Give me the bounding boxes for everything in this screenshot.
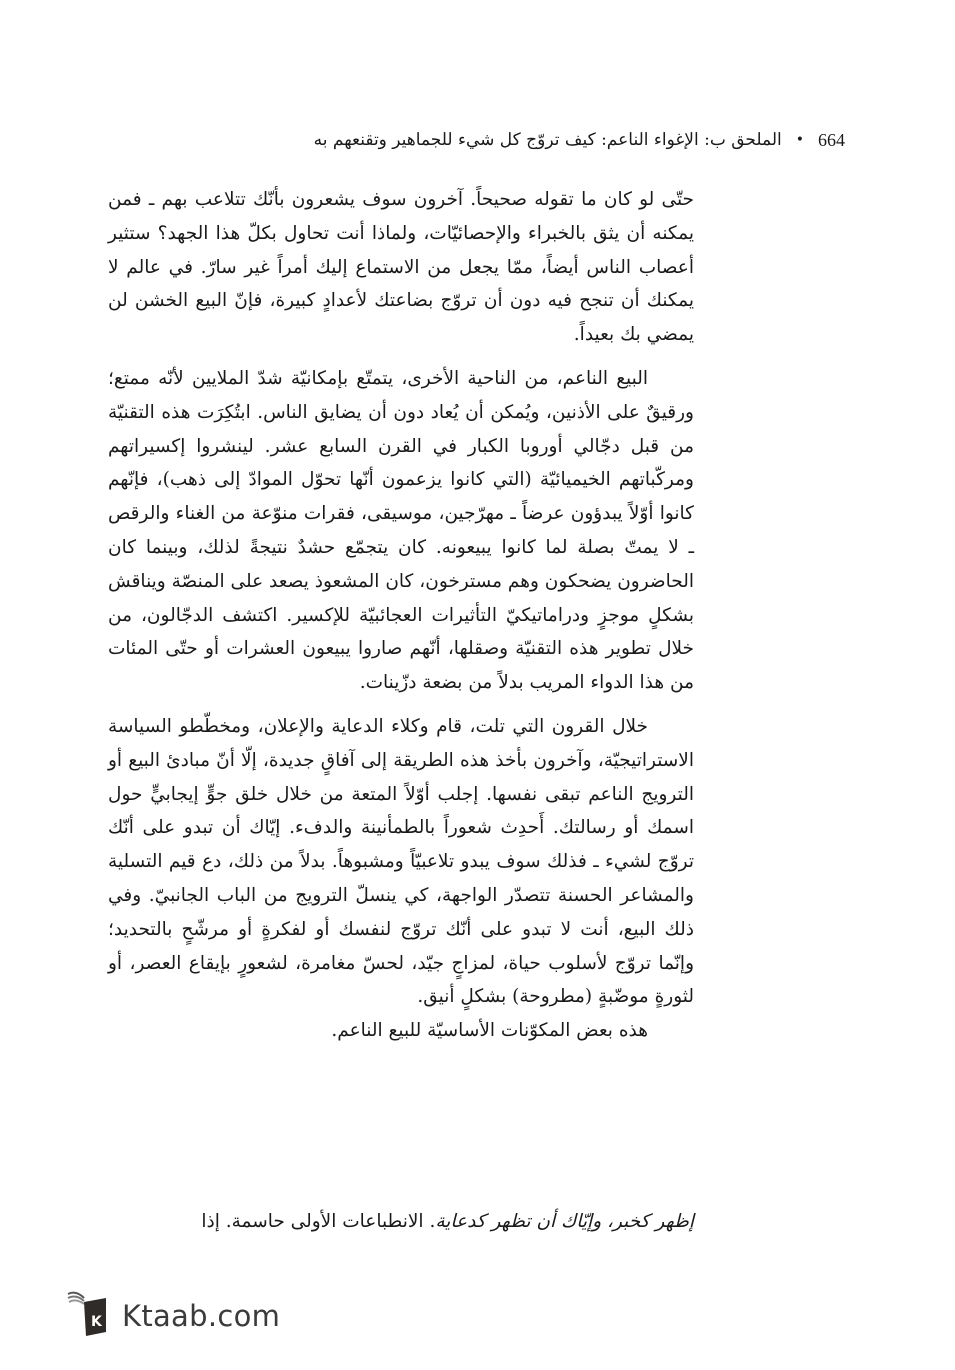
book-logo-icon [66,1288,108,1338]
paragraph-1: حتّى لو كان ما تقوله صحيحاً. آخرون سوف يشعرون بأنّك تتلاعب بهم ـ فمن يمكنه أن يثق بالخبراء والإحصائيّات، ولماذا أنت تحاول بكلّ هذا الجهد؟ ستثير أعصاب الناس أيضاً، ممّا يجعل من الاستماع إليك أمراً غير سارّ. في عالم لا يمكنك أن تنجح فيه دون أن تروّج بضاعتك لأعدادٍ كبيرة، فإنّ البيع الخشن لن يمضي بك بعيداً. [108,189,694,346]
paragraph-4: هذه بعض المكوّنات الأساسيّة للبيع الناعم. [331,1020,648,1042]
svg-text:K: K [91,1314,102,1330]
paragraph-3: خلال القرون التي تلت، قام وكلاء الدعاية والإعلان، ومخطّطو السياسة الاستراتيجيّة، وآخرون بأخذ هذه الطريقة إلى آفاقٍ جديدة، إلّا أنّ مبادئ البيع أو الترويج الناعم تبقى نفسها. إجلب أوّلاً المتعة من خلال خلق جوٍّ إيجابيٍّ حول اسمك أو رسالتك. أَحدِث شعوراً بالطمأنينة والدفء. إيّاك أن تبدو على أنّك تروّج لشيء ـ فذلك سوف يبدو تلاعبيّاً ومشبوهاً. بدلاً من ذلك، دع قيم التسلية والمشاعر الحسنة تتصدّر الواجهة، كي ينسلّ الترويج من الباب الجانبيّ. وفي ذلك البيع، أنت لا تبدو على أنّك تروّج لنفسك أو لفكرةٍ أو مرشّحٍ بالتحديد؛ وإنّما تروّج لأسلوب حياة، لمزاجٍ جيّد، لحسّ مغامرة، لشعورٍ بإيقاع العصر، أو لثورةٍ موضّبةٍ (مطروحة) بشكلٍ أنيق. [108,715,694,1008]
running-header [270,128,845,152]
section-start-text: . الانطباعات الأولى حاسمة. إذا [201,1211,436,1232]
page-number: 664 [818,130,845,150]
section-start [108,1205,694,1239]
ktaab-logo[interactable] [66,1288,280,1338]
header-bullet: • [795,132,804,148]
paragraph-2: البيع الناعم، من الناحية الأخرى، يتمتّع بإمكانيّة شدّ الملايين لأنّه ممتع؛ ورقيقٌ على الأذنين، ويُمكن أن يُعاد دون أن يضايق الناس. ابتُكِرَت هذه التقنيّة من قبل دجّالي أوروبا الكبار في القرن السابع عشر. لينشروا إكسيراتهم ومركّباتهم الخيميائيّة (التي كانوا يزعمون أنّها تحوّل الموادّ إلى ذهب)، فإنّهم كانوا أوّلاً يبدؤون عرضاً ـ مهرّجين، موسيقى، فقرات منوّعة من الغناء والرقص ـ لا يمتّ بصلة لما كانوا يبيعونه. كان يتجمّع حشدٌ نتيجةً لذلك، وبينما كان الحاضرون يضحكون وهم مسترخون، كان المشعوذ يصعد على المنصّة ويناقش بشكلٍ موجزٍ ودراماتيكيّ التأثيرات العجائبيّة للإكسير. اكتشف الدجّالون، من خلال تطوير هذه التقنيّة وصقلها، أنّهم صاروا يبيعون العشرات أو حتّى المئات من هذا الدواء المريب بدلاً من بضعة دزّينات. [108,367,694,694]
running-title: الملحق ب: الإغواء الناعم: كيف تروّج كل شيء للجماهير وتقنعهم به [313,130,782,150]
logo-text: Ktaab.com [122,1299,281,1333]
section-italic-heading: إظهر كخبر، وإيّاك أن تظهر كدعاية [435,1211,694,1232]
body-text [108,183,694,1048]
